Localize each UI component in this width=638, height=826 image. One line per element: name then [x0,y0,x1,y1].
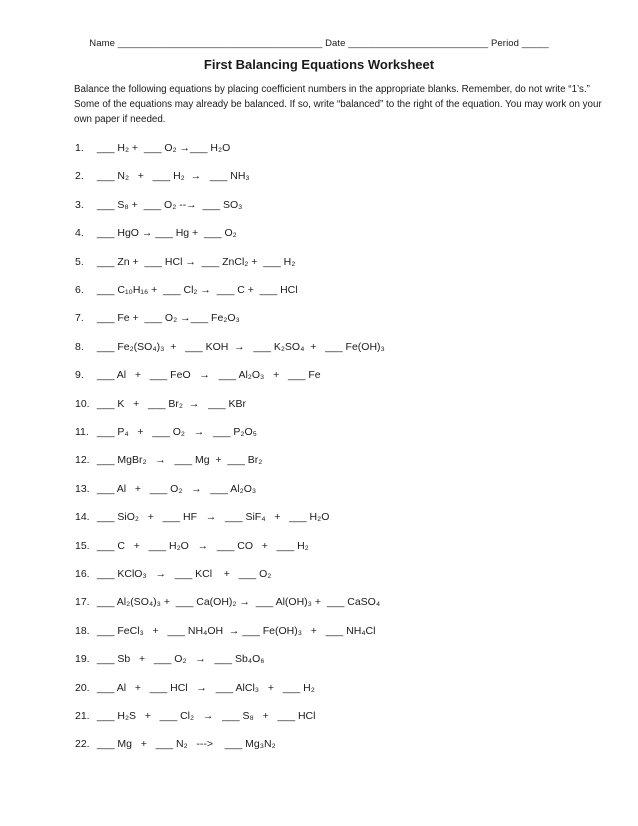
instructions-line-1: Balance the following equations by placing coefficient numbers in the appropriate blanks. Remember, do not write “1’s.” [74,84,590,95]
equation-item [75,596,380,608]
equation-text: ___ Zn + ___ HCl → ___ ZnCl₂ + ___ H₂ [96,255,296,268]
equation-item [75,653,265,665]
equation-number: 22. [75,738,90,751]
equation-item [75,170,250,182]
equation-number: 10. [75,397,90,410]
instructions-line-3: own paper if needed. [74,114,166,125]
equation-text: ___ Mg + ___ N₂ ---> ___ Mg₃N₂ [96,738,276,751]
equation-number: 5. [75,255,84,268]
equation-text: ___ Sb + ___ O₂ → ___ Sb₄O₆ [96,653,265,666]
equation-number: 1. [75,142,84,154]
equation-item [75,256,295,268]
instructions [74,82,602,127]
equation-item [75,142,230,154]
equation-number: 8. [75,340,84,353]
equation-item [75,199,242,211]
equation-text: ___ N₂ + ___ H₂ → ___ NH₃ [96,170,250,183]
equation-number: 17. [75,596,90,609]
name-date-period-line: Name ______________________________________ Date __________________________ Period _____ [89,38,549,49]
equation-text: ___ HgO → ___ Hg + ___ O₂ [96,227,237,240]
equation-number: 12. [75,454,90,467]
equation-text: ___ Al + ___ O₂ → ___ Al₂O₃ [96,482,257,495]
equation-number: 16. [75,568,90,580]
equation-text: ___ S₈ + ___ O₂ --→ ___ SO₃ [96,198,243,211]
equation-text: ___ FeCl₃ + ___ NH₄OH → ___ Fe(OH)₃ + ___ NH₄Cl [96,624,376,637]
equation-item [75,511,329,523]
equation-item [75,284,298,296]
equation-text: ___ KClO₃ → ___ KCl + ___ O₂ [96,568,272,580]
instructions-line-2: Some of the equations may already be balanced. If so, write “balanced” to the right of the equation. You may work on your [74,99,602,110]
equation-item [75,625,375,637]
equation-number: 14. [75,511,90,524]
equation-number: 9. [75,369,84,382]
equation-text: ___ SiO₂ + ___ HF → ___ SiF₄ + ___ H₂O [96,511,330,524]
equation-text: ___ C + ___ H₂O → ___ CO + ___ H₂ [96,539,309,552]
equation-item [75,426,257,438]
page-title: First Balancing Equations Worksheet [203,57,435,72]
equation-text: ___ K + ___ Br₂ → ___ KBr [96,397,247,410]
equation-item [75,483,256,495]
equation-item [75,540,309,552]
equation-number: 15. [75,539,90,552]
equation-item [75,738,276,750]
equation-item [75,710,315,722]
equation-number: 7. [75,312,84,325]
equation-item [75,398,246,410]
equation-number: 21. [75,710,90,722]
equation-item [75,341,385,353]
equation-item [75,369,321,381]
equation-text: ___ C₁₀H₁₆ + ___ Cl₂ → ___ C + ___ HCl [96,284,298,296]
equation-text: ___ MgBr₂ → ___ Mg + ___ Br₂ [96,454,263,467]
equation-item [75,568,271,580]
equation-text: ___ H₂S + ___ Cl₂ → ___ S₈ + ___ HCl [96,710,316,722]
equation-number: 3. [75,198,84,211]
equation-item [75,682,315,694]
equation-number: 2. [75,170,84,183]
equation-text: ___ H₂ + ___ O₂ →___ H₂O [96,142,231,154]
equation-text: ___ Al + ___ FeO → ___ Al₂O₃ + ___ Fe [96,369,321,382]
equation-item [75,227,237,239]
equation-number: 19. [75,653,90,666]
equation-number: 4. [75,227,84,240]
equation-text: ___ Al₂(SO₄)₃ + ___ Ca(OH)₂ → ___ Al(OH)₃ + ___ CaSO₄ [96,596,381,609]
equation-text: ___ Al + ___ HCl → ___ AlCl₃ + ___ H₂ [96,681,315,694]
equation-number: 6. [75,284,84,296]
equation-number: 20. [75,681,90,694]
equation-item [75,454,262,466]
equation-number: 11. [75,426,89,438]
equation-number: 18. [75,624,90,637]
equation-item [75,312,240,324]
equation-text: ___ P₄ + ___ O₂ → ___ P₂O₅ [96,426,257,438]
equation-text: ___ Fe + ___ O₂ →___ Fe₂O₃ [96,312,240,325]
equation-number: 13. [75,482,90,495]
equation-text: ___ Fe₂(SO₄)₃ + ___ KOH → ___ K₂SO₄ + ___ Fe(OH)₃ [96,340,385,353]
